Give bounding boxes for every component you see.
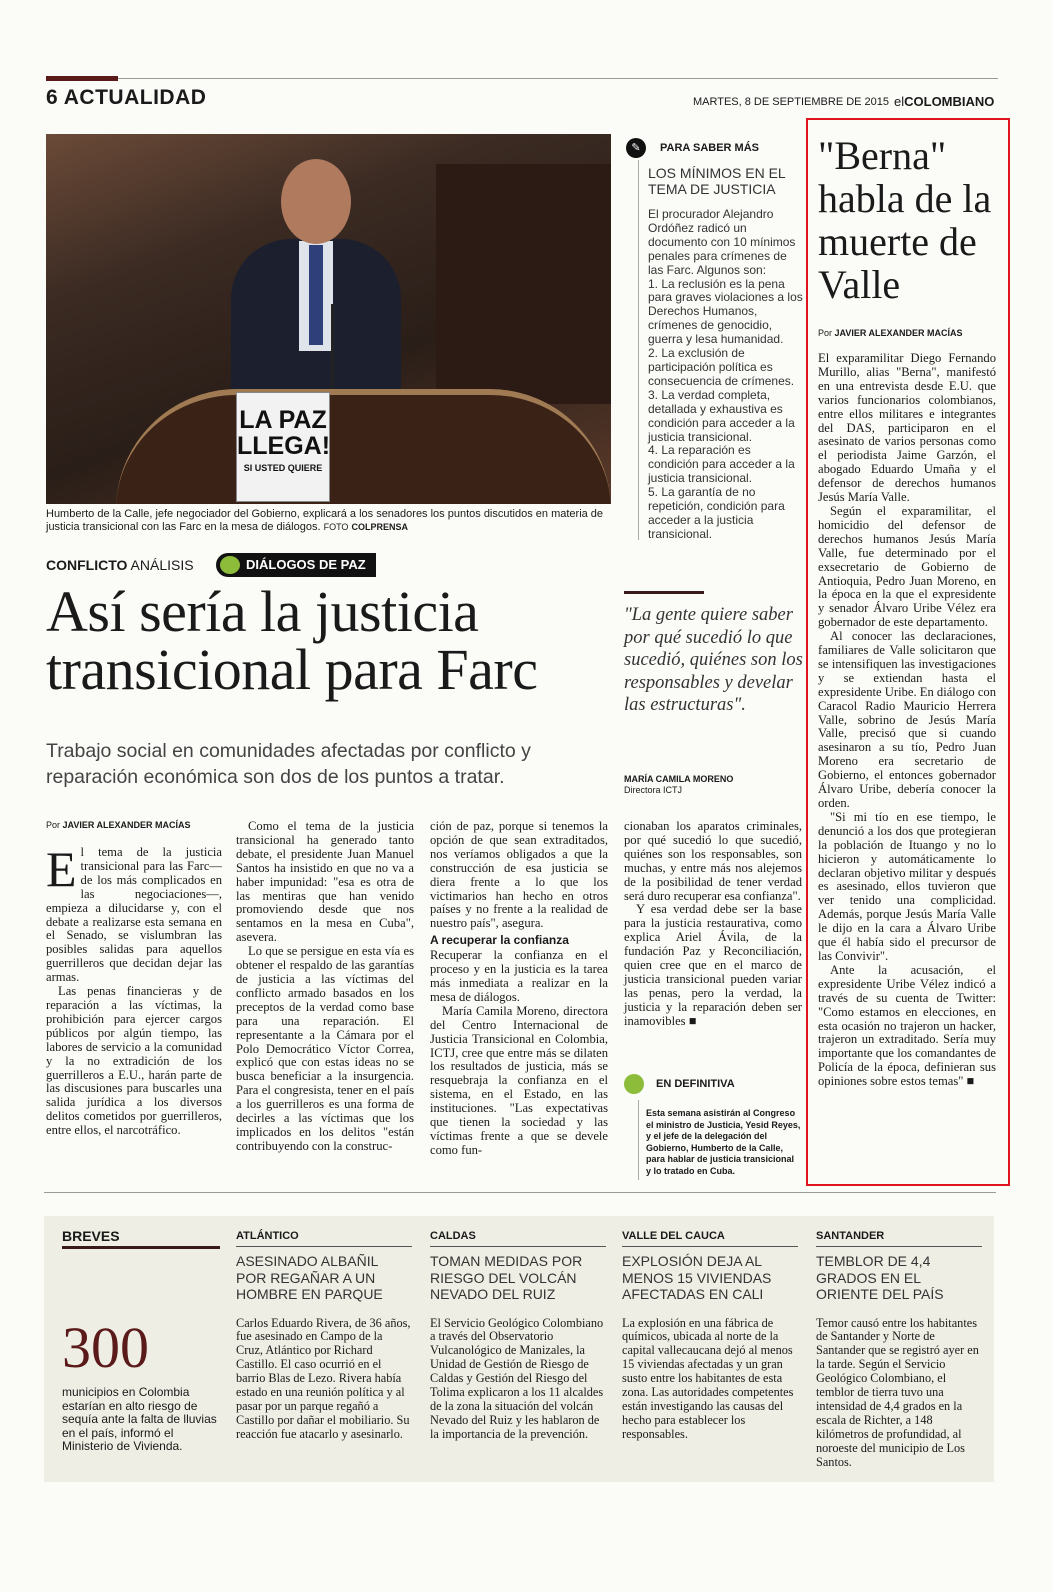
en-definitiva-rule <box>638 1100 639 1180</box>
saber-mas-label: PARA SABER MÁS <box>660 142 760 154</box>
saber-mas-rule <box>638 160 639 540</box>
breve-body: Temor causó entre los habitantes de Santander y Norte de Santander que se registró ayer en la tarde. Según el Servicio Geológico Colombiano, el temblor de tierra tuvo una intensidad de 4,4 grados en la escala de Richter, a 148 kilómetros de profundidad, al noroeste del municipio de Los Santos. <box>816 1315 979 1469</box>
saber-mas-item: 2. La exclusión de participación política es consecuencia de crímenes. <box>648 346 795 388</box>
sign-line-1: LA PAZ <box>239 406 327 434</box>
story-kicker <box>46 557 194 573</box>
photo-caption <box>46 508 611 534</box>
col3-paragraph-1: ción de paz, porque si tenemos la opción de que sean extraditados, nos veríamos obligados a que la construcción de esa justicia se diera frente a lo que los victimarios han hecho en otros países y no frente a la realidad de nuestro país", asegura. <box>430 819 608 931</box>
pin-icon: ✎ <box>626 138 646 158</box>
breve-item <box>816 1230 982 1469</box>
breves-big-text: municipios en Colombia estarían en alto riesgo de sequía ante la falta de lluvias en el país, informó el Ministerio de Vivienda. <box>62 1385 217 1453</box>
col3-paragraph-3: María Camila Moreno, directora del Centro Internacional de Justicia Transicional en Colombia, ICTJ, cree que entre más se dilaten los resultados de justicia, más se resquebraja la confianza en el sistema, en el Estado, en las instituciones. "Las expectativas que tienen la sociedad y las víctimas frente a que se devele como fun- <box>430 1003 608 1157</box>
section-name: ACTUALIDAD <box>63 86 207 109</box>
section-title <box>46 86 206 110</box>
breve-body: Carlos Eduardo Rivera, de 36 años, fue asesinado en Campo de la Cruz, Atlántico por Richard Castillo. El caso ocurrió en el barrio Blas de Lezo. Rivera había estado en una reunión política y al pasar por un parque regañó a Castillo por dañar el mobiliario. Su reacción fue atacarlo y asesinarlo. <box>236 1315 411 1441</box>
berna-byline-name: JAVIER ALEXANDER MACÍAS <box>834 328 963 338</box>
bottom-separator <box>44 1192 996 1193</box>
breve-region: VALLE DEL CAUCA <box>622 1230 725 1242</box>
quote-author: MARÍA CAMILA MORENO <box>624 774 734 784</box>
berna-paragraph-5: Ante la acusación, el expresidente Uribe Vélez indicó a través de su cuenta de Twitter: "Como estamos en elecciones, en esta ocasión no trajeron un hacker, trajeron un extraditado. Sería muy importante que los comandantes de Policía de la época, definieran sus opiniones sobre estos temas" ■ <box>818 962 996 1089</box>
page-number: 6 <box>46 86 59 109</box>
kicker-bold: CONFLICTO <box>46 557 128 573</box>
check-icon <box>624 1074 644 1094</box>
breve-body: La explosión en una fábrica de químicos, ubicada al norte de la capital vallecaucana dejó al menos 15 viviendas afectadas y un gran susto entre los habitantes de esta zona. Las autoridades competentes están investigando las causas del hecho para establecer los responsables. <box>622 1315 794 1441</box>
breve-region: SANTANDER <box>816 1230 885 1242</box>
col3-subhead: A recuperar la confianza <box>430 933 569 948</box>
breve-item <box>622 1230 798 1442</box>
saber-mas-body <box>648 208 803 542</box>
pull-quote: "La gente quiere saber por qué sucedió lo que sucedió, quiénes son los responsables y develar las estructuras". <box>624 605 803 715</box>
podium <box>116 389 611 504</box>
byline-name: JAVIER ALEXANDER MACÍAS <box>62 820 191 830</box>
en-definitiva-text: Esta semana asistirán al Congreso el ministro de Justicia, Yesid Reyes, y el jefe de la delegación del Gobierno, Humberto de la Calle, para hablar de justicia transicional y lo tratado en Cuba. <box>646 1108 801 1176</box>
berna-byline <box>818 328 963 338</box>
story-byline <box>46 820 191 830</box>
breve-item <box>236 1230 412 1442</box>
col1-paragraph-2: Las penas financieras y de reparación a las víctimas, la prohibición para ejercer cargos públicos por algún tiempo, las labores de servicio a la comunidad y la no extradición de los guerrilleros a E.U., harán parte de las discusiones para buscarles una salida jurídica a los diversos delitos cometidos por guerrilleros, entre ellos, el narcotráfico. <box>46 984 222 1138</box>
topic-tag <box>216 553 376 577</box>
saber-mas-title: LOS MÍNIMOS EN EL TEMA DE JUSTICIA <box>648 165 786 197</box>
caption-text: Humberto de la Calle, jefe negociador del Gobierno, explicará a los senadores los puntos discutidos en materia de justicia transicional con las Farc en la mesa de diálogos. <box>46 508 604 533</box>
berna-byline-prefix: Por <box>818 328 833 338</box>
sign-line-2: LLEGA! <box>237 432 331 460</box>
story-dek: Trabajo social en comunidades afectadas por conflicto y reparación económica son dos de los puntos a tratar. <box>46 740 531 788</box>
photo-credit-label: FOTO <box>323 522 349 532</box>
speaker-tie <box>309 245 323 345</box>
breves-label: BREVES <box>62 1228 120 1244</box>
en-definitiva-label: EN DEFINITIVA <box>656 1078 735 1090</box>
saber-mas-item: 3. La verdad completa, detallada y exhaustiva es condición para acceder a la justicia transicional. <box>648 387 795 444</box>
col2-paragraph-1: Como el tema de la justicia transicional ha generado tanto debate, el presidente Juan Manuel Santos ha insistido en que no va a haber impunidad: "esa es otra de las mentiras que han venido promoviendo desde que nos sentamos en la mesa en Cuba", asevera. <box>236 819 414 945</box>
story-column-1 <box>46 841 222 1138</box>
breve-title: TOMAN MEDIDAS POR RIESGO DEL VOLCÁN NEVADO DEL RUIZ <box>430 1253 583 1302</box>
berna-paragraph-3: Al conocer las declaraciones, familiares de Valle solicitaron que se intensifiquen las investigaciones y se extiendan hasta el expresidente Uribe. En diálogo con Caracol Radio Mauricio Herrera Valle, sobrino de Jesús María Valle, precisó que si cuando asesinaron a su tío, Pedro Juan Moreno era secretario de Gobierno, el entonces gobernador Álvaro Uribe, debería conocer la orden. <box>818 629 997 810</box>
photo-background-panel <box>436 164 611 404</box>
berna-body <box>818 352 996 1089</box>
breves-label-rule <box>62 1246 220 1249</box>
breve-item <box>430 1230 606 1442</box>
sign-line-3: SI USTED QUIERE <box>243 463 323 473</box>
brand-prefix: el <box>894 94 905 109</box>
berna-paragraph-2: Según el exparamilitar, el homicidio del defensor de derechos humanos Jesús María Valle, fue determinado por el exsecretario de Gobierno de Antioquia, Pedro Juan Moreno, en la época en la que el expresidente y senador Álvaro Uribe Vélez era gobernador de este departamento. <box>818 503 996 630</box>
col2-paragraph-2: Lo que se persigue en esta vía es obtener el respaldo de las garantías de justicia a las víctimas del conflicto armado basados en los preceptos de la verdad como base para una reparación. El representante a la Cámara por el Polo Democrático Víctor Correa, explicó que con estas ideas no se busca beneficiar a la insurgencia. Para el congresista, tener en el país a los guerrilleros es una forma de decirles a las víctimas que los implicados en los delitos "están contribuyendo con la construc- <box>236 944 414 1153</box>
saber-mas-intro: El procurador Alejandro Ordóñez radicó un documento con 10 mínimos penales para crímenes de las Farc. Algunos son: <box>648 207 796 277</box>
brand-name: COLOMBIANO <box>904 94 995 109</box>
breve-region: ATLÁNTICO <box>236 1230 299 1242</box>
breve-body: El Servicio Geológico Colombiano a través del Observatorio Vulcanológico de Manizales, la Unidad de Gestión de Riesgo de Caldas y Gestión del Riesgo del Tolima explicaron a los 11 alcaldes de la zona la situación del volcán Nevado del Ruiz y les hablaron de la importancia de la prevención. <box>430 1315 604 1441</box>
story-column-4 <box>624 820 802 1029</box>
dove-icon <box>220 556 240 574</box>
byline-prefix: Por <box>46 820 61 830</box>
story-column-3 <box>430 820 608 1158</box>
story-headline: Así sería la justicia transicional para Farc <box>46 579 538 702</box>
header-accent-bar <box>46 76 118 81</box>
story-column-2 <box>236 820 414 1154</box>
berna-headline: "Berna" habla de la muerte de Valle <box>818 133 992 307</box>
drop-cap: E <box>46 841 77 897</box>
col4-paragraph-1: cionaban los aparatos criminales, por qué sucedió lo que sucedió, quiénes son los responsables, son muchas, y entre más nos alejemos de la posibilidad de tener verdad será duro recuperar esa confianza". <box>624 819 802 903</box>
breve-region: CALDAS <box>430 1230 476 1242</box>
kicker-light: ANÁLISIS <box>130 557 194 573</box>
main-photo <box>46 134 611 504</box>
saber-mas-item: 5. La garantía de no repetición, condición para acceder a la justicia transicional. <box>648 485 785 541</box>
date-line: MARTES, 8 DE SEPTIEMBRE DE 2015 <box>693 96 890 108</box>
col1-paragraph-1: l tema de la justicia transicional para las Farc— de los más complicados en las negociaciones—, empieza a dilucidarse y, con el debate a realizarse esta semana en el Senado, se vislumbran las posibles salidas para aquellos guerrilleros que decidan dejar las armas. <box>46 845 222 985</box>
photo-credit-name: COLPRENSA <box>351 522 409 532</box>
berna-paragraph-4: "Si mi tío en ese tiempo, le denunció a los dos que protegieran la población de Ituango y no lo hicieron y automáticamente lo declaran objetivo militar y después es asesinado, ellos tuvieron que ver tenido una complicidad. Además, porque Jesús María Valle le dijo en la cara a Álvaro Uribe que él había sido el precursor de las Convivir". <box>818 809 996 963</box>
breve-title: TEMBLOR DE 4,4 GRADOS EN EL ORIENTE DEL PAÍS <box>816 1253 944 1302</box>
topic-tag-label: DIÁLOGOS DE PAZ <box>246 557 366 572</box>
breves-big-number: 300 <box>62 1315 149 1380</box>
col4-paragraph-2: Y esa verdad debe ser la base para la justicia restaurativa, como explica Ariel Ávila, de la fundación Paz y Reconciliación, quien cree que en el marco de justicia transicional pueden variar las penas, pero la verdad, la justicia y la reparación deben ser inamovibles ■ <box>624 902 802 1028</box>
breve-title: EXPLOSIÓN DEJA AL MENOS 15 VIVIENDAS AFECTADAS EN CALI <box>622 1253 772 1302</box>
photo-speaker <box>221 159 421 409</box>
speaker-head <box>281 159 351 244</box>
quote-author-role: Directora ICTJ <box>624 785 683 795</box>
berna-paragraph-1: El exparamilitar Diego Fernando Murillo, alias "Berna", manifestó en una entrevista desde E.U. que varios funcionarios colombianos, entre ellos militares e integrantes del DAS, participaron en el asesinato de varios personas como el periodista Jaime Garzón, el abogado Eduardo Umaña y el defensor de derechos humanos Jesús María Valle. <box>818 351 996 505</box>
col3-paragraph-2: Recuperar la confianza en el proceso y en la justicia es la tarea más inmediata a realizar en la mesa de diálogos. <box>430 948 608 1004</box>
peace-sign <box>236 392 330 502</box>
saber-mas-item: 1. La reclusión es la pena para graves violaciones a los Derechos Humanos, crímenes de genocidio, guerra y lesa humanidad. <box>648 276 803 347</box>
header-rule <box>118 78 998 79</box>
breve-title: ASESINADO ALBAÑIL POR REGAÑAR A UN HOMBRE EN PARQUE <box>236 1253 383 1302</box>
quote-accent-bar <box>624 591 704 594</box>
saber-mas-item: 4. La reparación es condición para acceder a la justicia transicional. <box>648 443 795 486</box>
brand-logo <box>894 94 994 109</box>
